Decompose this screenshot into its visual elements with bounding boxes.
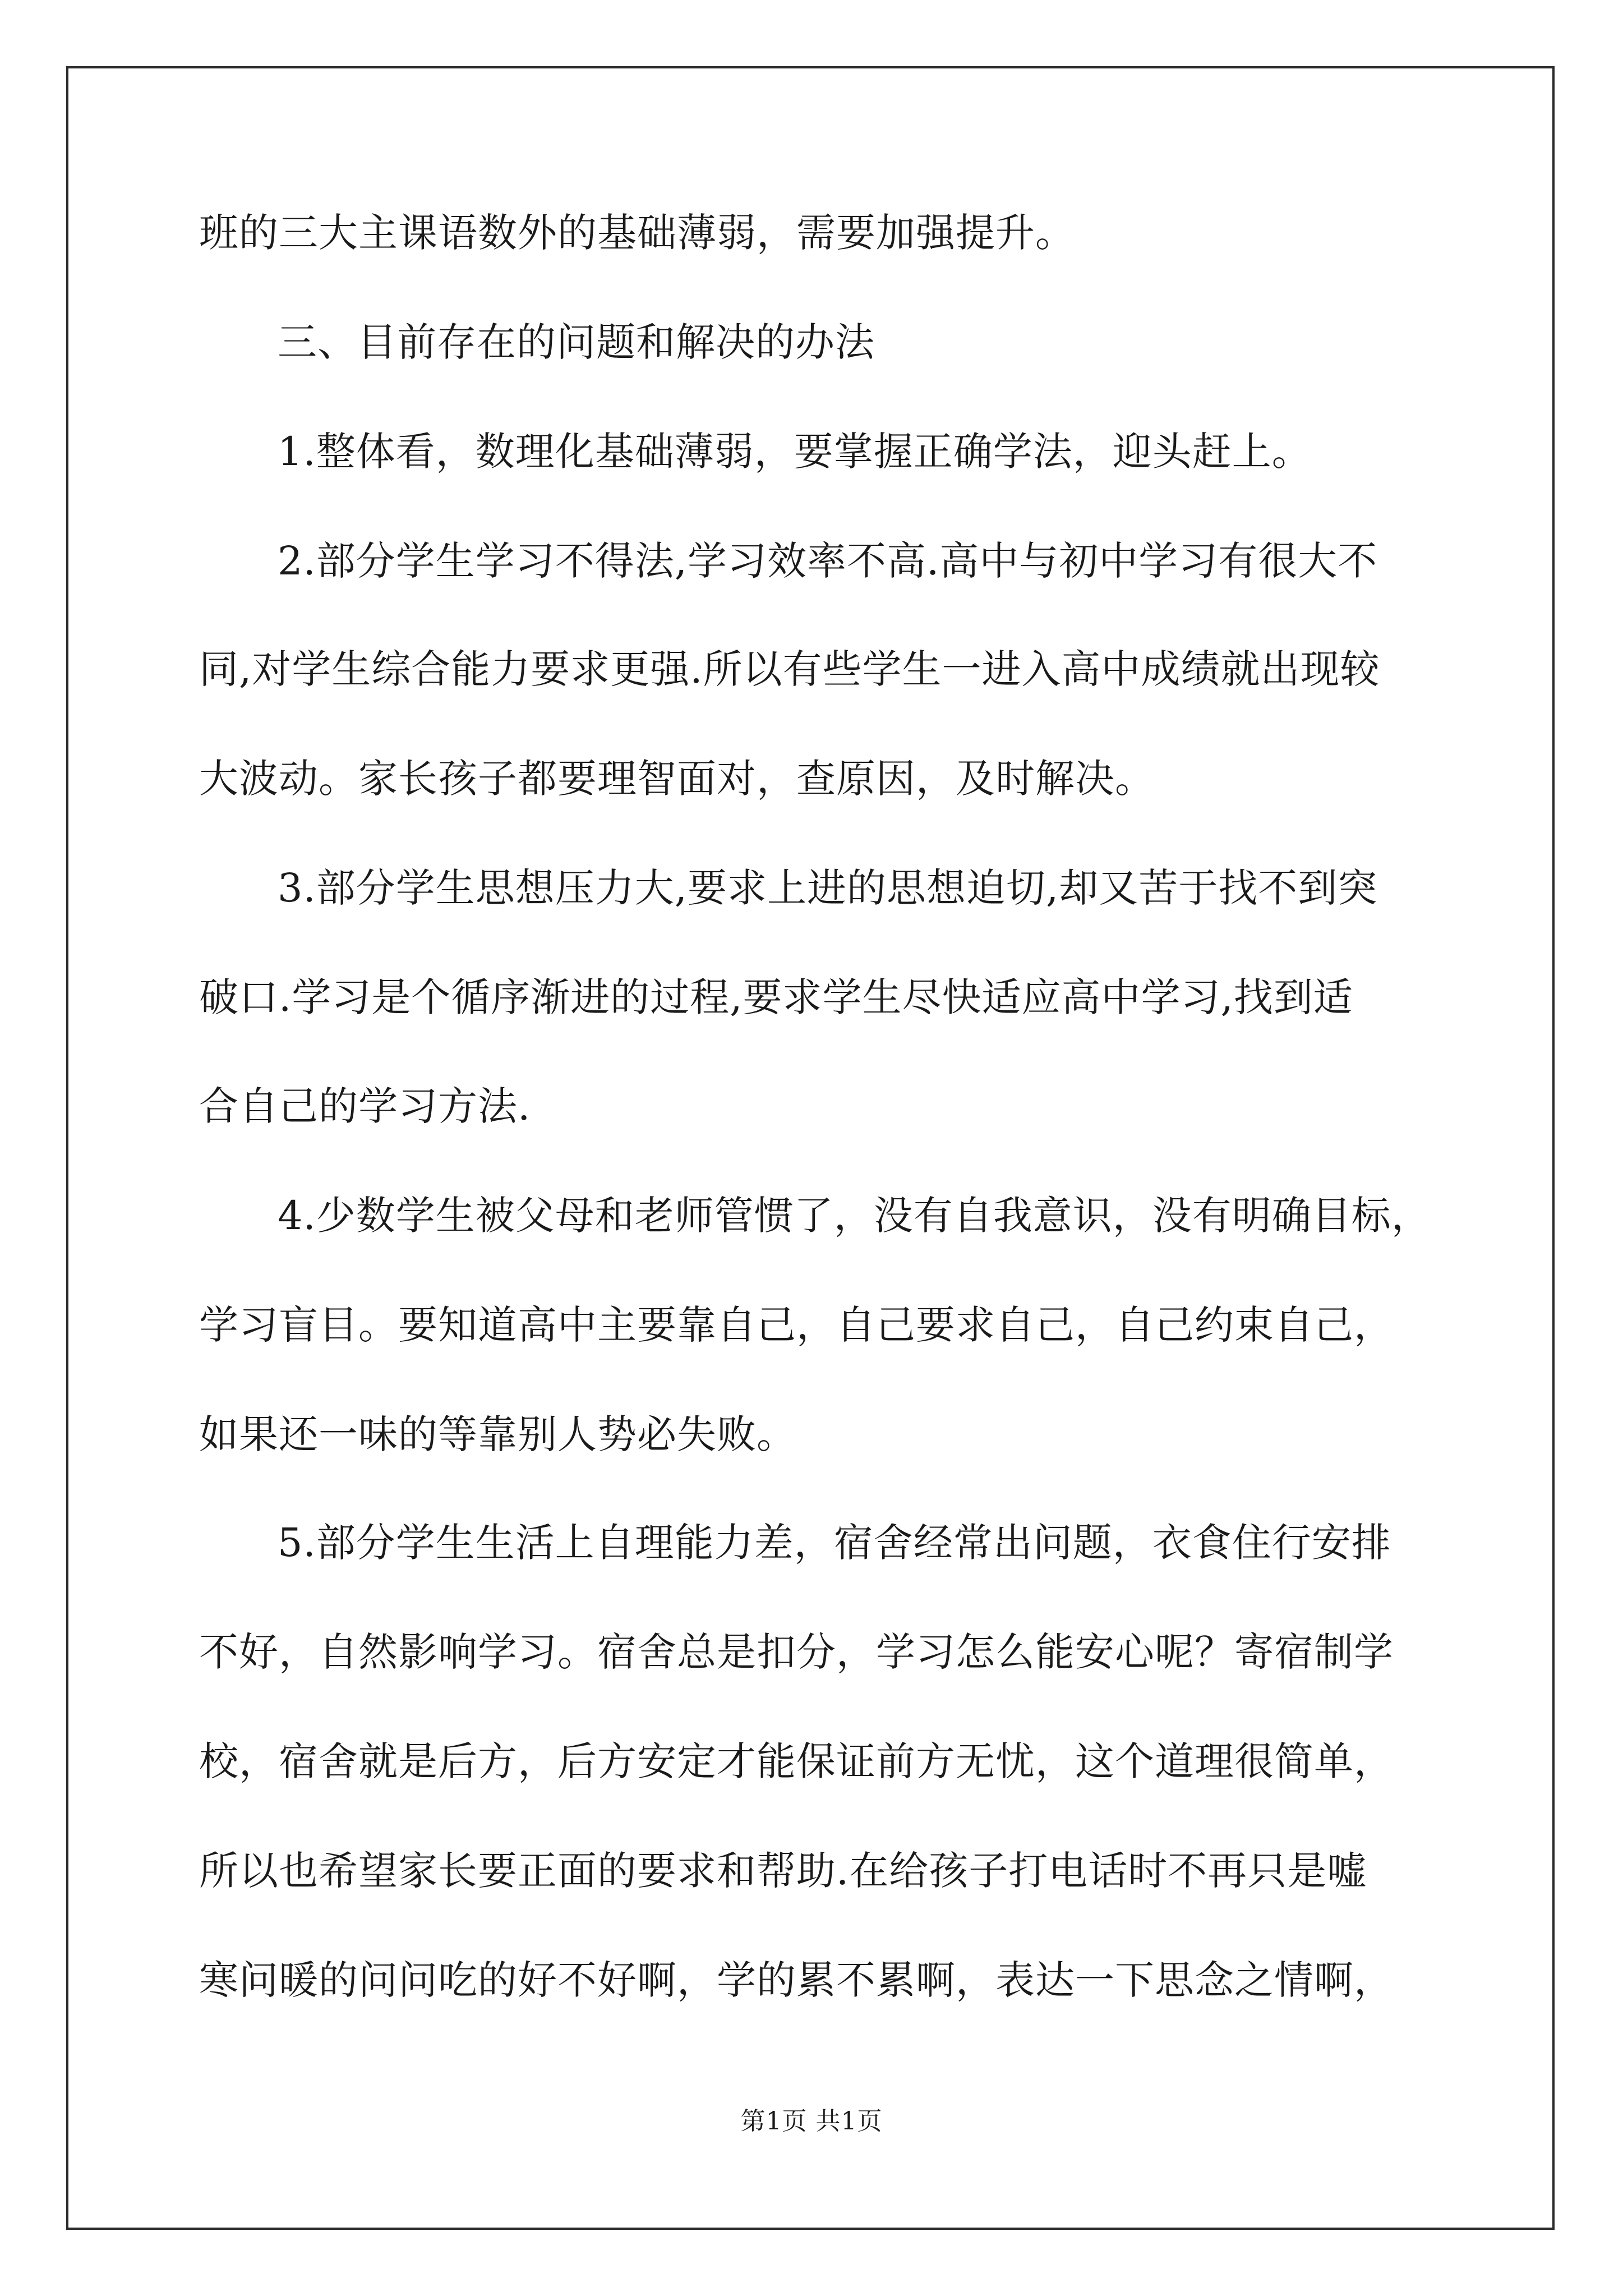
text-line: 大波动。家长孩子都要理智面对，查原因，及时解决。 — [199, 756, 1155, 802]
page-border — [66, 66, 1555, 2230]
text-line: 5.部分学生生活上自理能力差，宿舍经常出问题，衣食住行安排 — [278, 1520, 1391, 1566]
text-line: 校，宿舍就是后方，后方安定才能保证前方无忧，这个道理很简单， — [199, 1738, 1394, 1784]
text-line: 寒问暖的问问吃的好不好啊，学的累不累啊，表达一下思念之情啊， — [199, 1957, 1394, 2003]
text-line: 所以也希望家长要正面的要求和帮助.在给孩子打电话时不再只是嘘 — [199, 1848, 1367, 1894]
text-line: 班的三大主课语数外的基础薄弱，需要加强提升。 — [199, 210, 1075, 256]
text-line: 如果还一味的等靠别人势必失败。 — [199, 1411, 796, 1457]
text-line: 3.部分学生思想压力大,要求上进的思想迫切,却又苦于找不到突 — [278, 865, 1378, 911]
text-line: 同,对学生综合能力要求更强.所以有些学生一进入高中成绩就出现较 — [199, 646, 1380, 692]
text-line: 破口.学习是个循序渐进的过程,要求学生尽快适应高中学习,找到适 — [199, 974, 1353, 1020]
section-heading: 三、目前存在的问题和解决的办法 — [278, 319, 875, 365]
text-line: 学习盲目。要知道高中主要靠自己，自己要求自己，自己约束自己， — [199, 1302, 1394, 1348]
text-line: 合自己的学习方法. — [199, 1083, 531, 1129]
text-line: 4.少数学生被父母和老师管惯了，没有自我意识，没有明确目标， — [278, 1193, 1431, 1239]
text-line: 2.部分学生学习不得法,学习效率不高.高中与初中学习有很大不 — [278, 538, 1378, 584]
page-footer: 第1页 共1页 — [740, 2107, 883, 2136]
text-line: 1.整体看，数理化基础薄弱，要掌握正确学法，迎头赶上。 — [278, 429, 1312, 475]
text-line: 不好，自然影响学习。宿舍总是扣分，学习怎么能安心呢？寄宿制学 — [199, 1629, 1394, 1675]
